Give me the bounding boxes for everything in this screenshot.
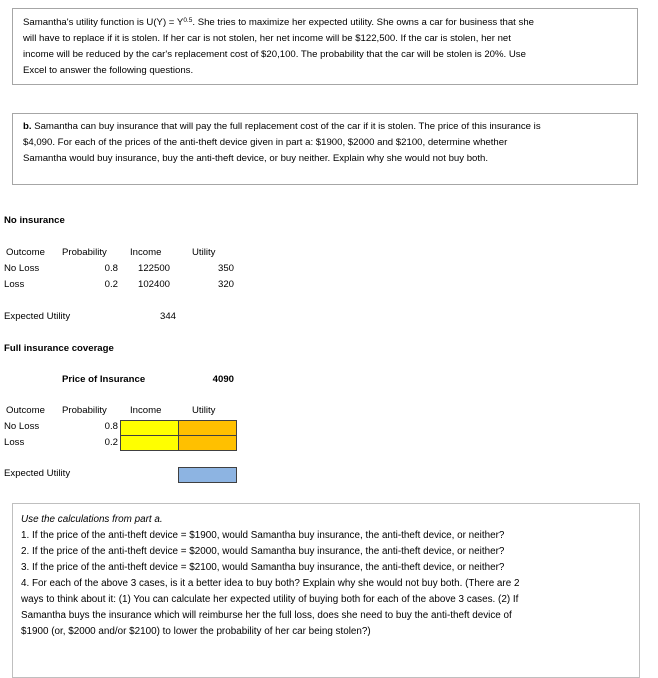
questions-textbox [12, 503, 640, 678]
part-b-textbox [12, 113, 638, 185]
fi-row-loss-probability: 0.2 [104, 437, 118, 448]
question-4-line-2: ways to think about it: (1) You can calculate her expected utility of buying both for each of the above 3 cases. (2) If [21, 594, 519, 605]
fi-row-no-loss-probability: 0.8 [104, 421, 118, 432]
utility-formula: U(Y) = Y [146, 17, 184, 28]
question-4-line-4: $1900 (or, $2000 and/or $2100) to lower the probability of her car being stolen?) [21, 626, 371, 637]
intro-line-2: will have to replace if it is stolen. If her car is not stolen, her net income will be $122,500. If the car is stolen, her net [23, 33, 511, 44]
expected-utility-cell[interactable] [178, 467, 237, 483]
part-b-line-1: b. Samantha can buy insurance that will pay the full replacement cost of the car if it is stolen. The price of this insurance is [23, 121, 541, 132]
part-b-label: b. [23, 121, 32, 132]
no-insurance-title: No insurance [4, 215, 65, 226]
fi-expected-utility-label: Expected Utility [4, 468, 71, 479]
question-intro: Use the calculations from part a. [21, 514, 163, 525]
row-no-loss-utility: 350 [217, 263, 234, 274]
header-income: Income [130, 247, 162, 258]
expected-utility-value: 344 [159, 311, 176, 322]
intro-line-4: Excel to answer the following questions. [23, 65, 194, 76]
row-loss-probability: 0.2 [104, 279, 118, 290]
expected-utility-label: Expected Utility [4, 311, 71, 322]
part-b-line-2: $4,090. For each of the prices of the anti-theft device given in part a: $1900, $2000 and $2100, determine whether [23, 137, 508, 148]
intro-textbox [12, 8, 638, 85]
fi-row-no-loss-outcome: No Loss [4, 421, 40, 432]
income-no-loss-cell[interactable] [120, 420, 179, 436]
income-loss-cell[interactable] [120, 435, 179, 451]
row-loss-outcome: Loss [4, 279, 25, 290]
full-insurance-title: Full insurance coverage [4, 343, 114, 354]
row-loss-income: 102400 [138, 279, 171, 290]
fi-header-outcome: Outcome [6, 405, 45, 416]
fi-header-income: Income [130, 405, 162, 416]
price-of-insurance-label: Price of Insurance [62, 374, 146, 385]
fi-row-loss-outcome: Loss [4, 437, 25, 448]
utility-loss-cell[interactable] [178, 435, 237, 451]
question-2: 2. If the price of the anti-theft device = $2000, would Samantha buy insurance, the anti-theft device, or neither? [21, 546, 505, 557]
row-no-loss-probability: 0.8 [104, 263, 118, 274]
question-4-line-1: 4. For each of the above 3 cases, is it a better idea to buy both? Explain why she would not buy both. (There are 2 [21, 578, 520, 589]
question-1: 1. If the price of the anti-theft device = $1900, would Samantha buy insurance, the anti-theft device, or neither? [21, 530, 505, 541]
price-of-insurance-value: 4090 [212, 374, 234, 385]
question-4-line-3: Samantha buys the insurance which will reimburse her the full loss, does she need to buy the anti-theft device of [21, 610, 512, 621]
intro-line-1: Samantha's utility function is $U(Y) = Y^{0.5}$. She tries to maximize her expected utility. She owns a car for business that she [23, 17, 534, 28]
utility-exponent: 0.5 [183, 17, 193, 24]
intro-line-3: income will be reduced by the car's replacement cost of $20,100. The probability that the car will be stolen is 20%. Use [23, 49, 526, 60]
fi-header-utility: Utility [192, 405, 216, 416]
row-no-loss-outcome: No Loss [4, 263, 40, 274]
question-3: 3. If the price of the anti-theft device = $2100, would Samantha buy insurance, the anti-theft device, or neither? [21, 562, 505, 573]
header-probability: Probability [62, 247, 107, 258]
header-outcome: Outcome [6, 247, 45, 258]
row-loss-utility: 320 [217, 279, 234, 290]
fi-header-probability: Probability [62, 405, 107, 416]
part-b-line-3: Samantha would buy insurance, buy the anti-theft device, or buy neither. Explain why she would not buy both. [23, 153, 489, 164]
header-utility: Utility [192, 247, 216, 258]
row-no-loss-income: 122500 [138, 263, 171, 274]
utility-no-loss-cell[interactable] [178, 420, 237, 436]
